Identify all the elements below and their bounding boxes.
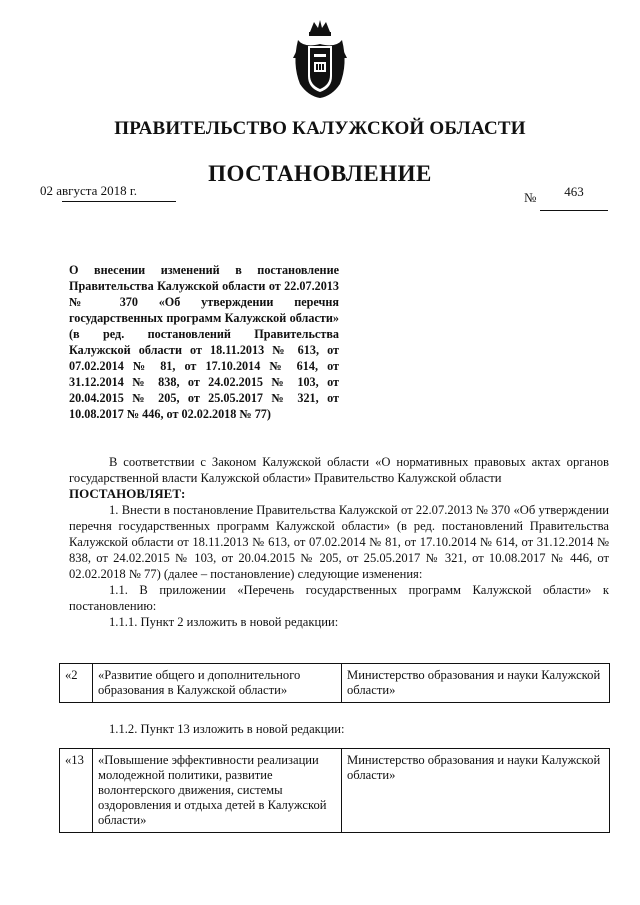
table-row <box>60 749 610 833</box>
decree-word: ПОСТАНОВЛЯЕТ: <box>69 486 186 501</box>
document-type: ПОСТАНОВЛЕНИЕ <box>208 161 432 186</box>
row-number: «2 <box>60 664 93 703</box>
org-title: ПРАВИТЕЛЬСТВО КАЛУЖСКОЙ ОБЛАСТИ <box>114 118 526 139</box>
amendment-table-1 <box>59 663 610 703</box>
document-date: 02 августа 2018 г. <box>40 183 137 198</box>
item-1-1-2: 1.1.2. Пункт 13 изложить в новой редакции: <box>109 722 345 736</box>
responsible-body: Министерство образования и науки Калужской области» <box>342 664 610 703</box>
program-name: «Повышение эффективности реализации молодежной политики, развитие волонтерского движения, системы оздоровления и отдыха детей в Калужской области» <box>93 749 342 833</box>
responsible-body: Министерство образования и науки Калужской области» <box>342 749 610 833</box>
document-date-field <box>40 183 176 202</box>
preamble: В соответствии с Законом Калужской области «О нормативных правовых актах органов государственной власти Калужской области» Правительство Калужской области <box>69 455 609 485</box>
number-sign: № <box>524 190 537 205</box>
document-body <box>69 454 609 630</box>
document-number: 463 <box>540 184 608 211</box>
table-row <box>60 664 610 703</box>
row-number: «13 <box>60 749 93 833</box>
item-1-1: 1.1. В приложении «Перечень государственных программ Калужской области» к постановлению: <box>69 583 609 613</box>
coat-of-arms-icon <box>290 18 350 100</box>
document-subject: О внесении изменений в постановление Правительства Калужской области от 22.07.2013 № 370 «Об утверждении перечня государственных программ Калужской области» (в ред. постановлений Правительства Калужской области от 18.11.2013 № 613, от 07.02.2014 № 81, от 17.10.2014 № 614, от 31.12.2014 № 838, от 24.02.2015 № 103, от 20.04.2015 № 205, от 25.05.2017 № 321, от 10.08.2017 № 446, от 02.02.2018 № 77) <box>69 263 339 421</box>
program-name: «Развитие общего и дополнительного образования в Калужской области» <box>93 664 342 703</box>
amendment-table-2 <box>59 748 610 833</box>
item-1-1-1: 1.1.1. Пункт 2 изложить в новой редакции: <box>109 615 339 629</box>
item-1: 1. Внести в постановление Правительства Калужской от 22.07.2013 № 370 «Об утверждении перечня государственных программ Калужской области» (в ред. постановлений Правительства Калужской области от 18.11.2013 № 613, от 07.02.2014 № 81, от 17.10.2014 № 614, от 31.12.2014 № 838, от 24.02.2015 № 103, от 20.04.2015 № 205, от 25.05.2017 № 321, от 10.08.2017 № 446, от 02.02.2018 № 77) (далее – постановление) следующие изменения: <box>69 503 609 581</box>
